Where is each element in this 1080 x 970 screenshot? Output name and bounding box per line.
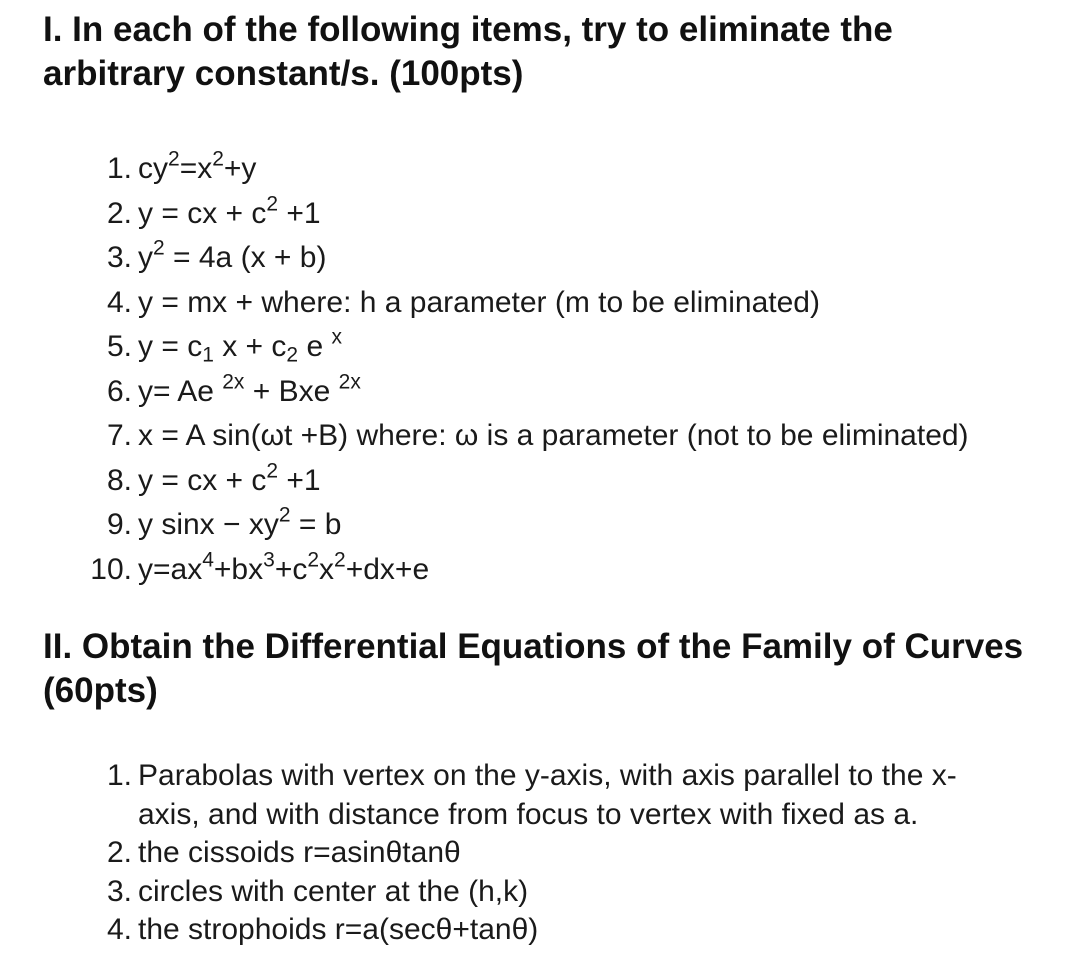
equation-text: x + c xyxy=(213,330,287,363)
list-item xyxy=(0,192,1080,237)
superscript: 2x xyxy=(338,369,361,393)
list-item xyxy=(0,281,1080,326)
item-number: 4. xyxy=(106,913,132,946)
equation-text: y = mx + where: h a parameter (m to be eliminated) xyxy=(138,285,820,319)
list-item xyxy=(0,757,1080,834)
list-item xyxy=(0,325,1080,370)
equation xyxy=(0,192,1080,237)
list-item xyxy=(0,370,1080,415)
superscript: 2 xyxy=(266,191,279,215)
superscript: 2 xyxy=(278,503,291,527)
equation-text: +bx xyxy=(213,552,264,586)
list-item xyxy=(0,414,1080,459)
superscript: 2x xyxy=(222,369,245,393)
superscript: 2 xyxy=(168,147,180,171)
equation-text: +y xyxy=(223,152,257,185)
equation xyxy=(0,147,1080,192)
superscript: 4 xyxy=(202,547,214,571)
equation-text: y=ax xyxy=(138,552,203,586)
list-item xyxy=(0,548,1080,593)
equation-text: y sinx − xy xyxy=(138,508,279,541)
equation-text: e xyxy=(298,330,332,363)
item-text: the strophoids r=a(secθ+tanθ) xyxy=(138,913,539,946)
superscript: 2 xyxy=(266,458,279,482)
item-text: Parabolas with vertex on the y-axis, with axis parallel to the x-axis, and with distance from focus to vertex with fixed as a. xyxy=(138,759,957,831)
item-number: 6. xyxy=(106,374,132,408)
equation xyxy=(0,236,1080,281)
equation-text: cy xyxy=(138,152,168,185)
equation xyxy=(0,414,1080,459)
item-number: 9. xyxy=(106,508,132,541)
equation xyxy=(0,548,1080,593)
superscript: 2 xyxy=(334,547,346,571)
list-item xyxy=(0,236,1080,281)
equation-text: x = A sin(ωt +B) where: ω is a parameter (not to be eliminated) xyxy=(138,419,969,452)
item-number: 10. xyxy=(90,552,132,586)
superscript: 3 xyxy=(263,547,275,571)
equation-text: y = cx + c xyxy=(138,196,267,230)
equation-text: =x xyxy=(179,152,213,185)
item-number: 1. xyxy=(106,152,132,185)
item-number: 2. xyxy=(106,196,132,230)
equation-text: = 4a (x + b) xyxy=(164,241,327,274)
item-number: 1. xyxy=(106,759,132,792)
equation xyxy=(0,503,1080,548)
list-item xyxy=(0,834,1080,873)
equation-text: + Bxe xyxy=(244,374,339,408)
section-1-title: I. In each of the following items, try to eliminate the arbitrary constant/s. (100pts) xyxy=(43,10,893,93)
section-2-list xyxy=(0,757,1080,950)
list-item xyxy=(0,873,1080,912)
superscript: 2 xyxy=(153,236,165,260)
equation xyxy=(0,325,1080,370)
subscript: 2 xyxy=(286,343,299,367)
equation-text: +1 xyxy=(278,196,321,230)
item-number: 3. xyxy=(106,241,132,274)
section-2-title: II. Obtain the Differential Equations of the Family of Curves (60pts) xyxy=(43,627,1024,710)
equation-text: y= Ae xyxy=(138,374,223,408)
list-item xyxy=(0,147,1080,192)
list-item xyxy=(0,459,1080,504)
item-number: 3. xyxy=(106,874,132,908)
equation-text: +dx+e xyxy=(345,552,430,586)
item-number: 2. xyxy=(106,836,132,869)
equation-text: y xyxy=(138,241,153,274)
equation-text: y = cx + c xyxy=(138,463,267,497)
item-text: the cissoids r=asinθtanθ xyxy=(138,836,461,869)
section-1-list xyxy=(0,147,1080,592)
equation-text: y = c xyxy=(138,330,203,363)
superscript: 2 xyxy=(307,547,320,571)
equation-text: x xyxy=(319,552,335,586)
equation xyxy=(0,459,1080,504)
item-number: 7. xyxy=(106,419,132,452)
subscript: 1 xyxy=(202,343,214,367)
equation-text: = b xyxy=(290,508,342,541)
equation-text: +c xyxy=(274,552,308,586)
equation xyxy=(0,370,1080,415)
equation-text: +1 xyxy=(278,463,321,497)
item-number: 5. xyxy=(106,330,132,363)
equation xyxy=(0,281,1080,326)
item-number: 8. xyxy=(106,463,132,497)
superscript: x xyxy=(331,325,342,349)
item-number: 4. xyxy=(106,285,132,319)
list-item xyxy=(0,911,1080,950)
item-text: circles with center at the (h,k) xyxy=(138,874,529,908)
superscript: 2 xyxy=(212,147,224,171)
list-item xyxy=(0,503,1080,548)
